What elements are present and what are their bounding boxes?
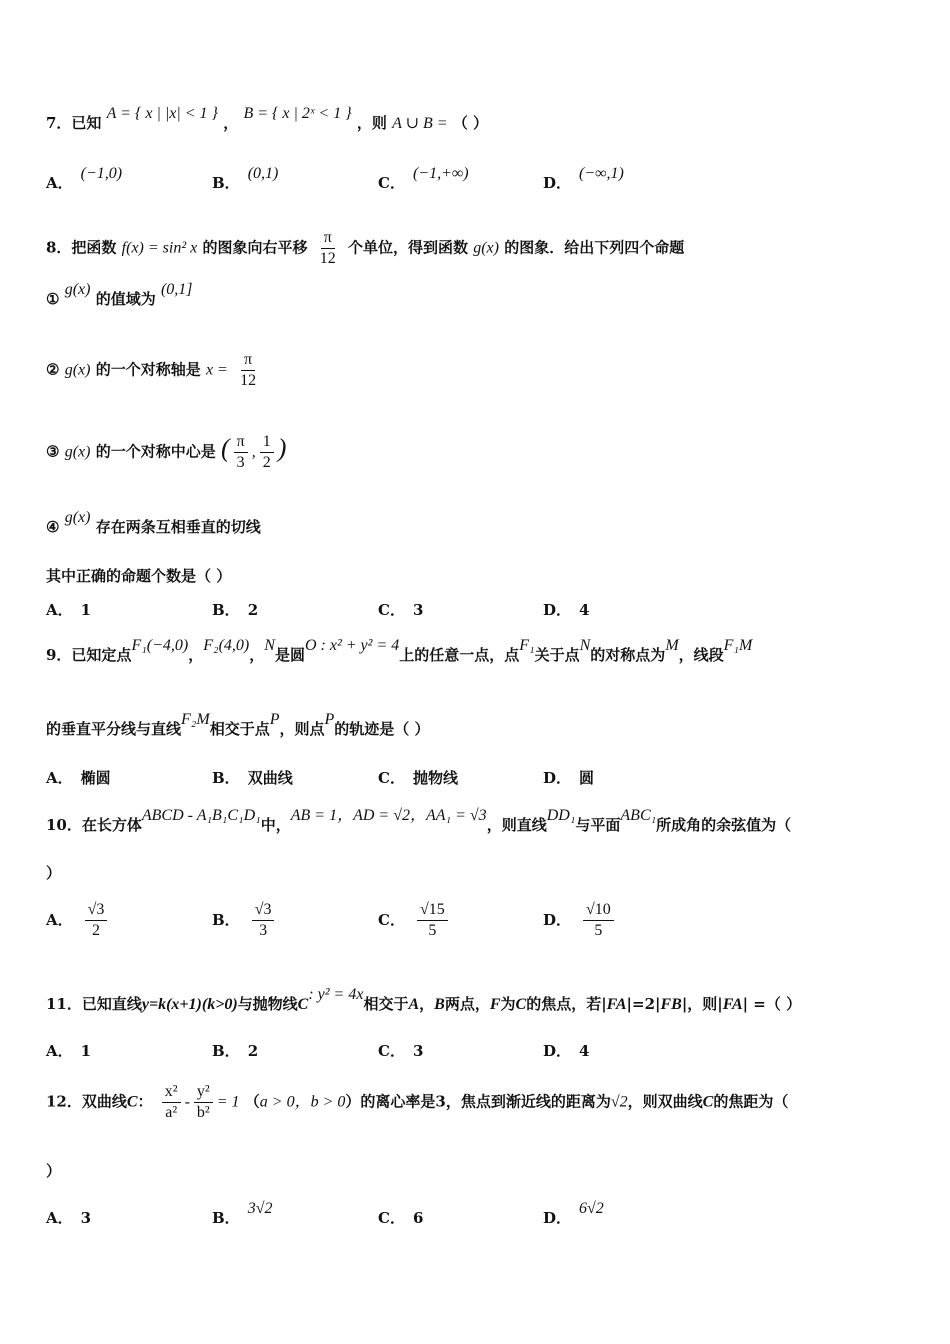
q11-option-a: A． 1	[46, 1042, 92, 1060]
question-8-stem: 8．把函数 f(x) = sin² x 的图象向右平移 $\frac{\pi}{12}$ 个单位，得到函数 g(x) 的图象．给出下列四个命题	[46, 229, 685, 267]
q8-proposition-3: ③ g(x) 的一个对称中心是 ( $\frac{\pi}{3}$ , $\frac{1}{2}$ )	[46, 433, 287, 471]
q9-option-a: A． 椭圆	[46, 769, 111, 787]
q12-option-b: B．3√2	[212, 1200, 273, 1227]
q7-option-c: C．(−1,+∞)	[378, 165, 469, 192]
question-12-stem: 12．双曲线C： $\frac{\text{x²}}{\text{a²}}$ - $\frac{\text{y²}}{\text{b²}}$ = 1 （a > 0，b > 0）的离心率是3，焦点到渐近线的距离为√2，则双曲线C的焦距为（	[46, 1083, 789, 1121]
q11-option-c: C． 3	[378, 1042, 424, 1060]
q8-option-d: D． 4	[543, 601, 590, 619]
q7-option-b: B．(0,1)	[212, 165, 279, 192]
q7-set-b: B = { x | 2ˣ < 1 }	[243, 105, 352, 122]
q8-proposition-2: ② g(x) 的一个对称轴是 x = $\frac{\pi}{12}$	[46, 350, 263, 391]
q8-option-b: B． 2	[212, 601, 259, 619]
q7-option-a: A．(−1,0)	[46, 165, 123, 192]
q8-center-y: $\frac{1}{2}$	[260, 432, 274, 473]
q10-close-paren: ）	[46, 864, 62, 882]
question-7-stem	[46, 105, 489, 133]
q10-option-d: D． $\frac{√10}{5}$	[543, 900, 618, 941]
q10-option-b: B． $\frac{√3}{3}$	[212, 900, 278, 941]
q12-close-paren: ）	[46, 1162, 62, 1180]
q7-sep: ，	[223, 114, 239, 132]
question-10-stem: 10．在长方体ABCD - A₁B₁C₁D₁中，AB = 1，AD = √2，AA₁ = √3，则直线DD₁与平面ABC₁所成角的余弦值为（	[46, 807, 792, 834]
q8-function: f(x) = sin² x	[121, 239, 198, 257]
q9-option-c: C． 抛物线	[378, 769, 458, 787]
q11-option-d: D． 4	[543, 1042, 590, 1060]
q10-option-a: A． $\frac{√3}{2}$	[46, 900, 111, 941]
q7-union: A ∪ B =	[392, 115, 448, 132]
q7-option-d: D．(−∞,1)	[543, 165, 624, 192]
q8-proposition-4: ④ g(x) 存在两条互相垂直的切线	[46, 509, 261, 536]
question-9-stem-line2: 的垂直平分线与直线F₂M相交于点P，则点P的轨迹是（ ）	[46, 711, 430, 738]
q9-option-b: B． 双曲线	[212, 769, 293, 787]
q11-option-b: B． 2	[212, 1042, 259, 1060]
q9-option-d: D． 圆	[543, 769, 595, 787]
q12-y-fraction: $\frac{\text{y²}}{\text{b²}}$	[194, 1082, 213, 1123]
q8-proposition-1: ① g(x) 的值域为 (0,1]	[46, 281, 193, 308]
q8-option-c: C． 3	[378, 601, 424, 619]
q12-x-fraction: $\frac{\text{x²}}{\text{a²}}$	[162, 1082, 181, 1123]
q7-stem-a: 7．已知	[46, 114, 102, 132]
q10-option-c: C． $\frac{√15}{5}$	[378, 900, 452, 941]
q8-axis-fraction: $\frac{\pi}{12}$	[240, 351, 257, 389]
q8-shift-fraction: $\frac{\pi}{12}$	[319, 229, 336, 267]
q12-option-a: A． 3	[46, 1209, 92, 1227]
q7-stem-b: ，则	[356, 114, 387, 132]
q8-center-x: $\frac{\pi}{3}$	[234, 432, 248, 473]
q8-summary: 其中正确的命题个数是（ ）	[46, 567, 232, 585]
q7-set-a: A = { x | |x| < 1 }	[106, 105, 218, 122]
question-9-stem: 9．已知定点F₁(−4,0)，F₂(4,0)，N是圆O : x² + y² = 4上的任意一点，点F₁关于点N的对称点为M，线段F₁M	[46, 637, 753, 664]
q12-option-d: D．6√2	[543, 1200, 604, 1227]
q8-option-a: A． 1	[46, 601, 92, 619]
question-11-stem: 11．已知直线y=k(x+1)(k>0)与抛物线C: y² = 4x相交于A，B两点，F为C的焦点，若|FA|=2|FB|，则|FA| =（ ）	[46, 986, 802, 1013]
q7-paren: （ ）	[452, 114, 489, 132]
q12-option-c: C． 6	[378, 1209, 424, 1227]
